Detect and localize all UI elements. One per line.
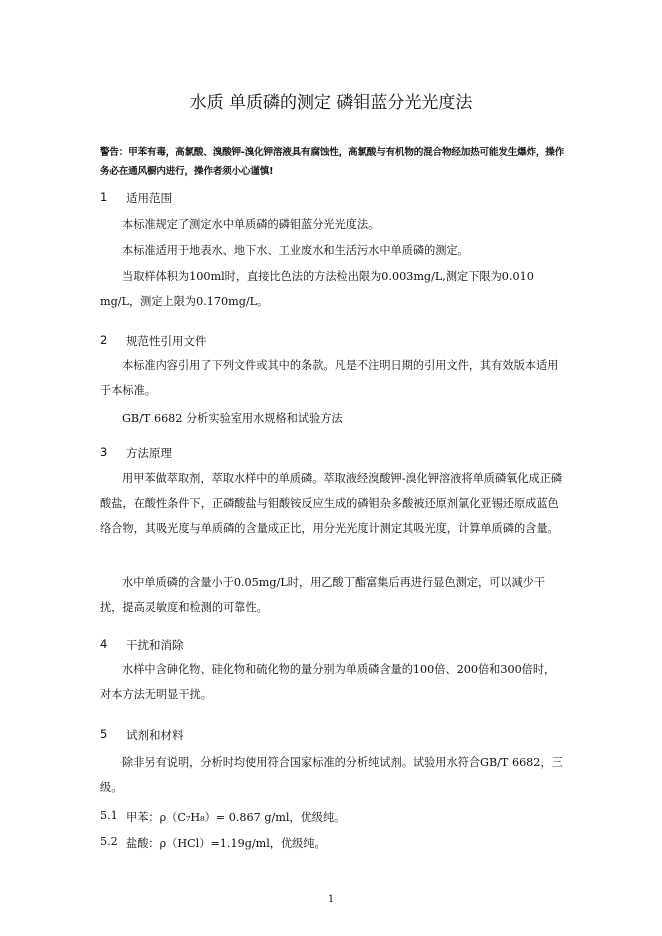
- reference-gb-t-6682: GB/T 6682 分析实验室用水规格和试验方法: [122, 412, 343, 425]
- section-number: 1: [100, 190, 108, 204]
- section-title: 规范性引用文件: [126, 334, 207, 348]
- section-4-paragraph-1: 水样中含砷化物、硅化物和硫化物的量分别为单质磷含量的100倍、200倍和300倍时，对本方法无明显干扰。: [100, 663, 556, 701]
- section-1-paragraph-1: 本标准规定了测定水中单质磷的磷钼蓝分光光度法。: [122, 218, 380, 231]
- section-number: 5: [100, 727, 108, 741]
- document-title: 水质 单质磷的测定 磷钼蓝分光光度法: [189, 93, 473, 113]
- item-5-1: [100, 809, 345, 825]
- section-number: 3: [100, 445, 108, 459]
- section-3-paragraph-2: 水中单质磷的含量小于0.05mg/L时，用乙酸丁酯富集后再进行显色测定，可以减少干扰，提高灵敏度和检测的可靠性。: [100, 576, 546, 614]
- section-1-paragraph-3: 当取样体积为100ml时，直接比色法的方法检出限为0.003mg/L,测定下限为0.010 mg/L，测定上限为0.170mg/L。: [100, 270, 534, 308]
- section-2-heading: [100, 333, 207, 349]
- section-1-heading: [100, 190, 172, 206]
- warning-notice: 警告：甲苯有毒，高氯酸、溴酸钾-溴化钾溶液具有腐蚀性，高氯酸与有机物的混合物经加热可能发生爆炸，操作务必在通风橱内进行，操作者须小心谨慎!: [100, 147, 565, 177]
- section-2-paragraph-1: 本标准内容引用了下列文件或其中的条款。凡是不注明日期的引用文件，其有效版本适用于本标准。: [100, 359, 559, 397]
- item-text: 甲苯：ρ（C₇H₈）= 0.867 g/ml，优级纯。: [126, 811, 346, 824]
- item-number: 5.2: [100, 835, 118, 848]
- section-3-paragraph-1: 用甲苯做萃取剂，萃取水样中的单质磷。萃取液经溴酸钾-溴化钾溶液将单质磷氧化成正磷酸盐，在酸性条件下，正磷酸盐与钼酸铵反应生成的磷钼杂多酸被还原剂氯化亚锡还原成蓝色络合物，其吸光度与单质磷的含量成正比，用分光光度计测定其吸光度，计算单质磷的含量。: [100, 472, 563, 535]
- section-number: 4: [100, 637, 108, 651]
- section-title: 试剂和材料: [126, 728, 184, 742]
- section-3-heading: [100, 445, 172, 461]
- section-5-heading: [100, 727, 184, 743]
- item-text: 盐酸：ρ（HCl）=1.19g/ml，优级纯。: [126, 837, 326, 850]
- section-title: 干扰和消除: [126, 638, 184, 652]
- section-number: 2: [100, 333, 108, 347]
- page-number: 1: [327, 894, 335, 905]
- section-title: 适用范围: [126, 191, 172, 205]
- section-1-paragraph-2: 本标准适用于地表水、地下水、工业废水和生活污水中单质磷的测定。: [122, 244, 469, 257]
- item-5-2: [100, 835, 326, 851]
- section-title: 方法原理: [126, 446, 172, 460]
- item-number: 5.1: [100, 809, 118, 822]
- section-5-paragraph-1: 除非另有说明，分析时均使用符合国家标准的分析纯试剂。试验用水符合GB/T 6682，三级。: [100, 756, 563, 794]
- section-4-heading: [100, 637, 184, 653]
